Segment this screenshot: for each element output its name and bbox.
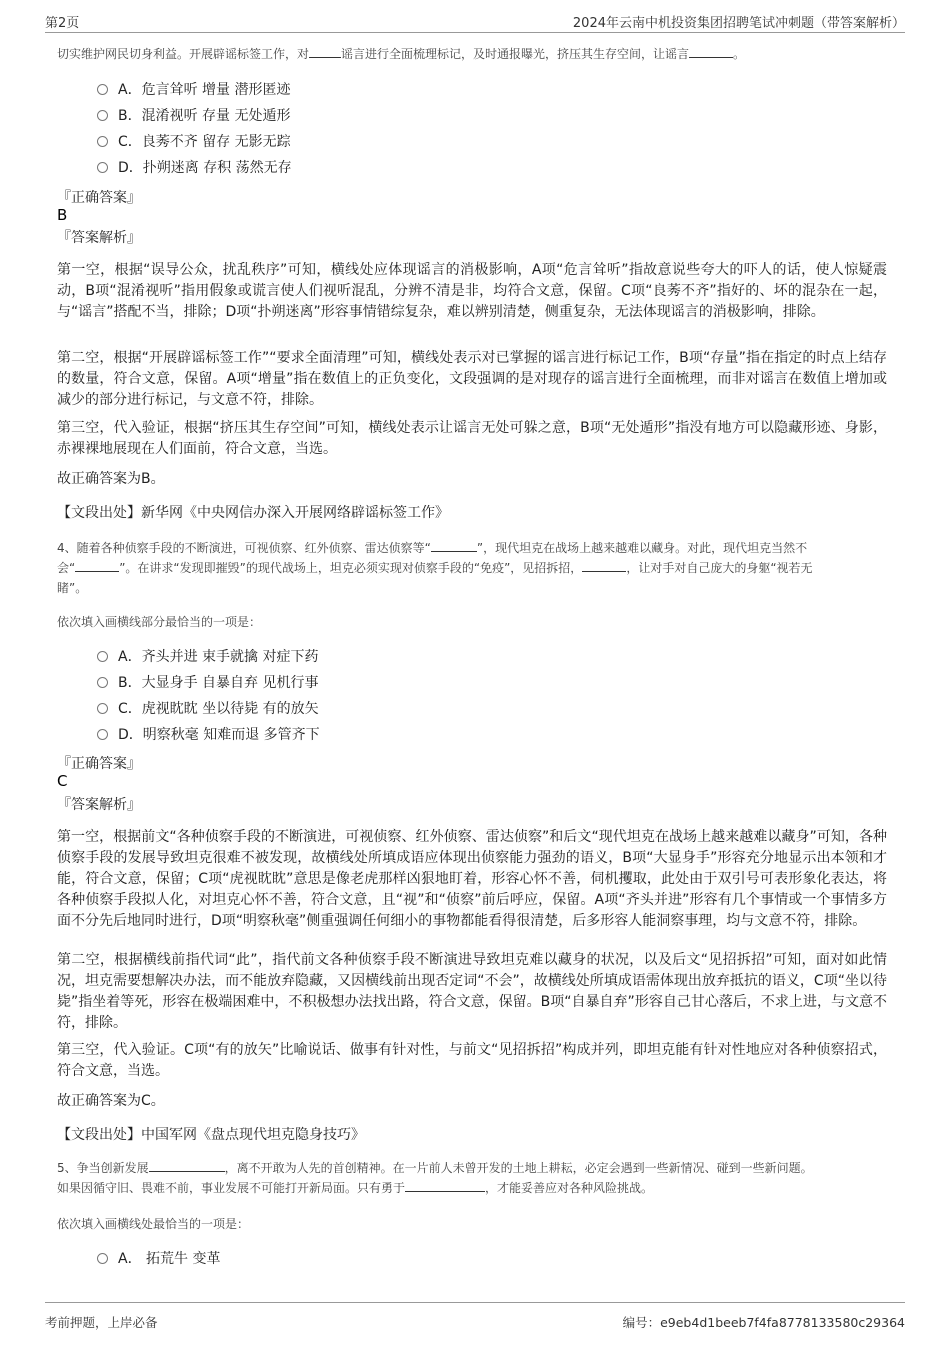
q3-answer: B [57, 206, 68, 224]
q3-analysis-2: 第二空，根据“开展辟谣标签工作”“要求全面清理”可知，横线处表示对已掌握的谣言进行标记工作，B项“存量”指在指定的时点上结存的数量，符合文意，保留。A项“增量”指在数值上的正负变化，文段强调的是对现存的谣言进行全面梳理，而非对谣言在数值上增加或减少的部分进行标记，与文意不符，排除。 [57, 350, 887, 408]
radio-icon[interactable] [97, 729, 108, 740]
q3-conclusion: 故正确答案为B。 [57, 471, 165, 487]
page-number: 第2页 [45, 16, 80, 31]
q4-source: 【文段出处】中国军网《盘点现代坦克隐身技巧》 [57, 1127, 365, 1143]
q5-stem: 5、争当创新发展 ，离不开敢为人先的首创精神。在一片前人未曾开发的土地上耕耘，必定会遇到一些新情况、碰到一些新问题。 如果因循守旧、畏难不前，事业发展不可能打开新局面。只有勇于 ，才能妥善应对各种风险挑战。 [57, 1161, 813, 1195]
q3-source: 【文段出处】新华网《中央网信办深入开展网络辟谣标签工作》 [57, 505, 449, 521]
q3-option-b[interactable]: B．混淆视听 存量 无处遁形 [97, 105, 291, 127]
radio-icon[interactable] [97, 651, 108, 662]
radio-icon[interactable] [97, 162, 108, 173]
blank [431, 539, 477, 552]
q3-stem: 切实维护网民切身利益。开展辟谣标签工作，对 谣言进行全面梳理标记，及时通报曝光，挤压其生存空间，让谣言 。 [57, 47, 746, 61]
q4-answer-label: 『正确答案』 [57, 756, 141, 772]
q4-analysis-1: 第一空，根据前文“各种侦察手段的不断演进，可视侦察、红外侦察、雷达侦察”和后文“现代坦克在战场上越来越难以藏身”可知，各种侦察手段的发展导致坦克很难不被发现，故横线处所填成语应体现出侦察能力强劲的语义，B项“大显身手”形容充分地显示出本领和才能，符合文意，保留；C项“虎视眈眈”意思是像老虎那样凶狠地盯着，形容心怀不善，伺机攫取，此处由于双引号可表形象化表达，将各种侦察手段拟人化，对坦克心怀不善，符合文意，且“视”和“侦察”前后呼应，保留。A项“齐头并进”形容有几个事情或一个事情多方面不分先后地同时进行，D项“明察秋毫”侧重强调任何细小的事物都能看得很清楚，后多形容人能洞察事理，均与文意不符，排除。 [57, 829, 887, 929]
radio-icon[interactable] [97, 136, 108, 147]
q4-analysis-label: 『答案解析』 [57, 797, 141, 813]
radio-icon[interactable] [97, 110, 108, 121]
page-header [45, 10, 905, 33]
blank [582, 559, 626, 572]
page-footer [45, 1302, 905, 1329]
blank [405, 1179, 485, 1192]
blank [149, 1159, 225, 1172]
q4-analysis-3: 第三空，代入验证。C项“有的放矢”比喻说话、做事有针对性，与前文“见招拆招”构成并列，即坦克能有针对性地应对各种侦察招式，符合文意，当选。 [57, 1042, 887, 1079]
footer-slogan: 考前押题，上岸必备 [45, 1315, 158, 1330]
blank [689, 45, 733, 58]
q4-option-d[interactable]: D．明察秋毫 知难而退 多管齐下 [97, 724, 320, 746]
q3-option-a[interactable]: A．危言耸听 增量 潜形匿迹 [97, 79, 290, 101]
q3-analysis-label: 『答案解析』 [57, 230, 141, 246]
q3-analysis-3: 第三空，代入验证，根据“挤压其生存空间”可知，横线处表示让谣言无处可躲之意，B项“无处遁形”指没有地方可以隐藏形迹、身影，赤裸裸地展现在人们面前，符合文意，当选。 [57, 420, 887, 457]
q4-option-b[interactable]: B．大显身手 自暴自弃 见机行事 [97, 672, 319, 694]
q5-option-a[interactable]: A． 拓荒牛 变革 [97, 1248, 220, 1270]
q4-analysis-2: 第二空，根据横线前指代词“此”，指代前文各种侦察手段不断演进导致坦克难以藏身的状况，以及后文“见招拆招”可知，面对如此情况，坦克需要想解决办法，而不能放弃隐藏，又因横线前出现否定词“不会”，故横线处所填成语需体现出放弃抵抗的语义，C项“坐以待毙”指坐着等死，形容在极端困难中，不积极想办法找出路，符合文意，保留。B项“自暴自弃”形容自己甘心落后，不求上进，与文意不符，排除。 [57, 952, 887, 1031]
q5-prompt: 依次填入画横线处最恰当的一项是： [57, 1217, 250, 1231]
q4-option-a[interactable]: A．齐头并进 束手就擒 对症下药 [97, 646, 318, 668]
q4-stem: 4、随着各种侦察手段的不断演进，可视侦察、红外侦察、雷达侦察等“ ”，现代坦克在战场上越来越难以藏身。对此，现代坦克当然不 会“ ”。在讲求“发现即摧毁”的现代战场上，坦克必须实现对侦察手段的“免疫”，见招拆招， ，让对手对自己庞大的身躯“视若无 睹”。 [57, 541, 813, 595]
q4-answer: C [57, 772, 68, 790]
document-title: 2024年云南中机投资集团招聘笔试冲刺题（带答案解析） [572, 16, 905, 31]
radio-icon[interactable] [97, 1253, 108, 1264]
footer-serial: 编号：e9eb4d1beeb7f4fa8778133580c29364 [622, 1315, 905, 1330]
blank [75, 559, 119, 572]
q3-option-c[interactable]: C．良莠不齐 留存 无影无踪 [97, 131, 291, 153]
radio-icon[interactable] [97, 677, 108, 688]
q4-conclusion: 故正确答案为C。 [57, 1093, 165, 1109]
blank [309, 45, 341, 58]
q3-analysis-1: 第一空，根据“误导公众，扰乱秩序”可知，横线处应体现谣言的消极影响，A项“危言耸听”指故意说些夸大的吓人的话，使人惊疑震动，B项“混淆视听”指用假象或谎言使人们视听混乱，分辨不清是非，均符合文意，保留。C项“良莠不齐”指好的、坏的混杂在一起，与“谣言”搭配不当，排除；D项“扑朔迷离”形容事情错综复杂，难以辨别清楚，侧重复杂，无法体现谣言的消极影响，排除。 [57, 262, 887, 320]
q4-prompt: 依次填入画横线部分最恰当的一项是： [57, 615, 262, 629]
q4-option-c[interactable]: C．虎视眈眈 坐以待毙 有的放矢 [97, 698, 319, 720]
q3-option-d[interactable]: D．扑朔迷离 存积 荡然无存 [97, 157, 292, 179]
radio-icon[interactable] [97, 703, 108, 714]
radio-icon[interactable] [97, 84, 108, 95]
q3-answer-label: 『正确答案』 [57, 190, 141, 206]
